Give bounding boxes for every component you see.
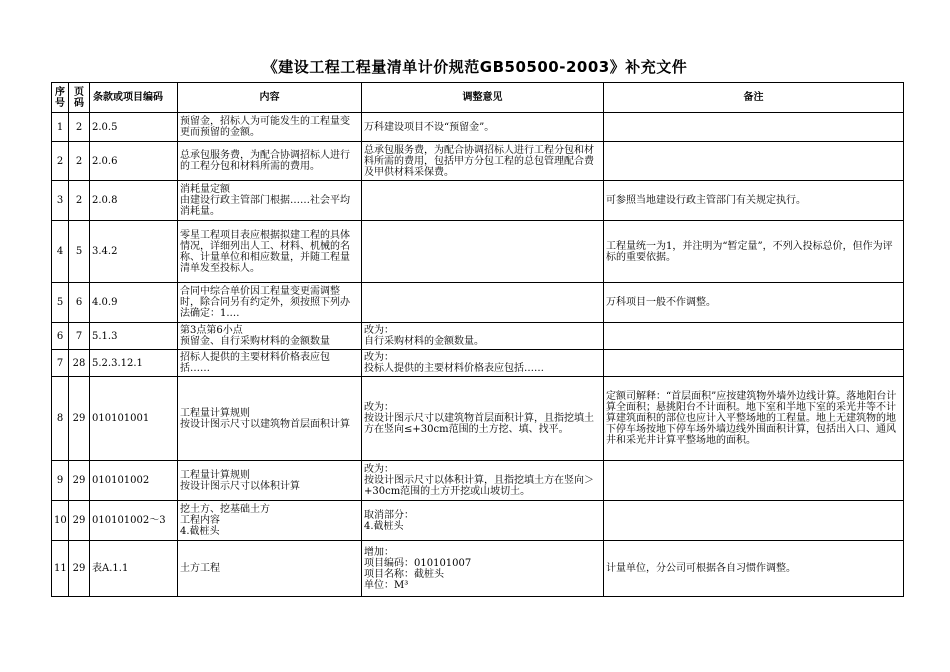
page-cell: 28 [69, 350, 90, 377]
table-row [52, 501, 904, 541]
content-cell: 预留金，招标人为可能发生的工程量变更而预留的金额。 [178, 113, 362, 142]
remark-cell [604, 142, 904, 181]
clause-cell: 5.1.3 [90, 323, 178, 350]
clause-cell: 表A.1.1 [90, 541, 178, 597]
page-cell: 29 [69, 377, 90, 461]
opinion-cell [362, 181, 604, 221]
header-content: 内容 [178, 83, 362, 113]
seq-cell: 10 [52, 501, 69, 541]
supplement-table [51, 82, 904, 597]
opinion-cell: 改为： 按设计图示尺寸以建筑物首层面积计算，且指挖填土方在竖向≤+30cm范围的土方挖、填、找平。 [362, 377, 604, 461]
remark-cell: 定额司解释：“首层面积”应按建筑物外墙外边线计算。落地阳台计算全面积；悬挑阳台不计面积。地下室和半地下室的采光井等不计算建筑面积的部位也应计入平整场地的工程量。地上无建筑物的地下停车场按地下停车场外墙边线外围面积计算，包括出入口、通风井和采光井计算平整场地的面积。 [604, 377, 904, 461]
remark-cell [604, 113, 904, 142]
page-cell: 7 [69, 323, 90, 350]
remark-cell [604, 461, 904, 501]
content-cell: 零星工程项目表应根据拟建工程的具体情况，详细列出人工、材料、机械的名称、计量单位和相应数量，并随工程量清单发至投标人。 [178, 221, 362, 283]
opinion-cell: 取消部分： 4.截桩头 [362, 501, 604, 541]
page-cell: 6 [69, 283, 90, 323]
seq-cell: 9 [52, 461, 69, 501]
table-row [52, 283, 904, 323]
content-cell: 工程量计算规则 按设计图示尺寸以体积计算 [178, 461, 362, 501]
seq-cell: 7 [52, 350, 69, 377]
clause-cell: 2.0.5 [90, 113, 178, 142]
remark-cell [604, 350, 904, 377]
content-cell: 招标人提供的主要材料价格表应包括…… [178, 350, 362, 377]
remark-cell [604, 323, 904, 350]
page-cell: 2 [69, 181, 90, 221]
page-cell: 2 [69, 142, 90, 181]
table-row [52, 377, 904, 461]
seq-cell: 2 [52, 142, 69, 181]
clause-cell: 010101001 [90, 377, 178, 461]
page-cell: 29 [69, 461, 90, 501]
content-cell: 工程量计算规则 按设计图示尺寸以建筑物首层面积计算 [178, 377, 362, 461]
clause-cell: 5.2.3.12.1 [90, 350, 178, 377]
remark-cell [604, 501, 904, 541]
seq-cell: 4 [52, 221, 69, 283]
seq-cell: 8 [52, 377, 69, 461]
header-opinion: 调整意见 [362, 83, 604, 113]
remark-cell: 计量单位，分公司可根据各自习惯作调整。 [604, 541, 904, 597]
seq-cell: 3 [52, 181, 69, 221]
seq-cell: 5 [52, 283, 69, 323]
table-row [52, 350, 904, 377]
clause-cell: 3.4.2 [90, 221, 178, 283]
clause-cell: 2.0.8 [90, 181, 178, 221]
page-cell: 5 [69, 221, 90, 283]
header-row [52, 83, 904, 113]
page-cell: 29 [69, 501, 90, 541]
opinion-cell: 改为： 按设计图示尺寸以体积计算，且指挖填土方在竖向＞+30cm范围的土方开挖或山坡切土。 [362, 461, 604, 501]
header-seq: 序 号 [52, 83, 69, 113]
clause-cell: 2.0.6 [90, 142, 178, 181]
seq-cell: 11 [52, 541, 69, 597]
table-row [52, 221, 904, 283]
content-cell: 合同中综合单价因工程量变更需调整时，除合同另有约定外，须按照下列办法确定：1.… [178, 283, 362, 323]
page-cell: 29 [69, 541, 90, 597]
content-cell: 消耗量定额 由建设行政主管部门根据……社会平均消耗量。 [178, 181, 362, 221]
clause-cell: 010101002～3 [90, 501, 178, 541]
table-row [52, 113, 904, 142]
page-title: 《建设工程工程量清单计价规范GB50500-2003》补充文件 [262, 58, 688, 76]
opinion-cell: 总承包服务费，为配合协调招标人进行工程分包和材料所需的费用，包括甲方分包工程的总包管理配合费及甲供材料采保费。 [362, 142, 604, 181]
content-cell: 土方工程 [178, 541, 362, 597]
remark-cell: 工程量统一为1，并注明为“暂定量”，不列入投标总价，但作为评标的重要依据。 [604, 221, 904, 283]
table-row [52, 461, 904, 501]
opinion-cell [362, 221, 604, 283]
page-cell: 2 [69, 113, 90, 142]
header-clause: 条款或项目编码 [90, 83, 178, 113]
header-remark: 备注 [604, 83, 904, 113]
table-row [52, 181, 904, 221]
remark-cell: 可参照当地建设行政主管部门有关规定执行。 [604, 181, 904, 221]
remark-cell: 万科项目一般不作调整。 [604, 283, 904, 323]
opinion-cell: 增加： 项目编码：010101007 项目名称：截桩头 单位：M³ [362, 541, 604, 597]
seq-cell: 1 [52, 113, 69, 142]
opinion-cell: 改为： 投标人提供的主要材料价格表应包括…… [362, 350, 604, 377]
table-row [52, 541, 904, 597]
opinion-cell: 万科建设项目不设“预留金”。 [362, 113, 604, 142]
content-cell: 总承包服务费，为配合协调招标人进行的工程分包和材料所需的费用。 [178, 142, 362, 181]
seq-cell: 6 [52, 323, 69, 350]
content-cell: 挖土方、挖基础土方 工程内容 4.截桩头 [178, 501, 362, 541]
clause-cell: 010101002 [90, 461, 178, 501]
opinion-cell: 改为： 自行采购材料的金额数量。 [362, 323, 604, 350]
header-page: 页 码 [69, 83, 90, 113]
opinion-cell [362, 283, 604, 323]
clause-cell: 4.0.9 [90, 283, 178, 323]
table-row [52, 142, 904, 181]
table-row [52, 323, 904, 350]
content-cell: 第3点第6小点 预留金、自行采购材料的金额数量 [178, 323, 362, 350]
